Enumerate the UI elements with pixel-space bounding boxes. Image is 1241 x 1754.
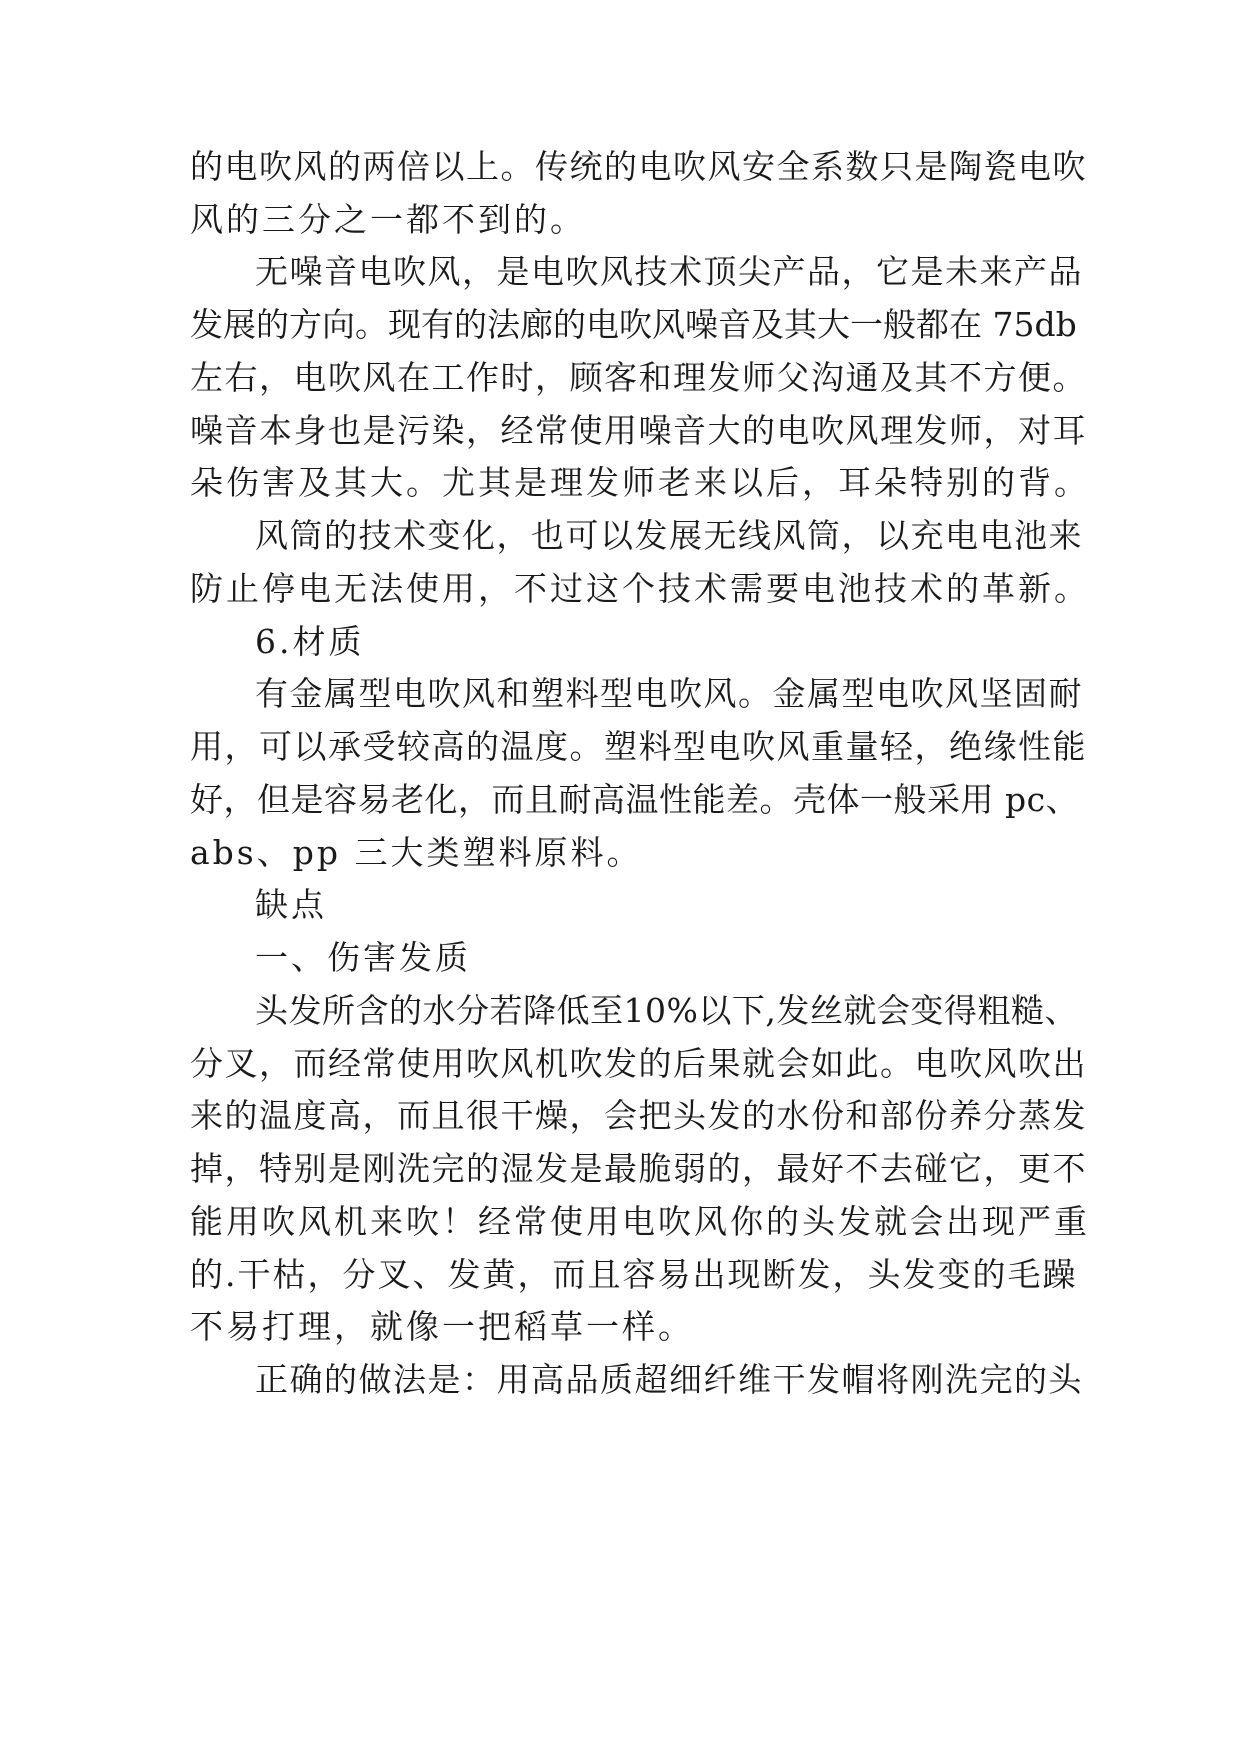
text-line: 分叉，而经常使用吹风机吹发的后果就会如此。电吹风吹出: [190, 1044, 1087, 1083]
text-line: 风的三分之一都不到的。: [190, 200, 586, 239]
text-line: 朵伤害及其大。尤其是理发师老来以后，耳朵特别的背。: [190, 463, 1090, 502]
section-heading: 一、伤害发质: [255, 938, 471, 977]
section-heading: 6.材质: [255, 622, 365, 661]
text-line: abs、pp 三大类塑料原料。: [190, 833, 643, 872]
text-line: 来的温度高，而且很干燥，会把头发的水份和部份养分蒸发: [190, 1096, 1087, 1135]
paragraph-start: 有金属型电吹风和塑料型电吹风。金属型电吹风坚固耐: [255, 674, 1083, 713]
section-heading: 缺点: [255, 885, 327, 924]
text-line: 防止停电无法使用，不过这个技术需要电池技术的革新。: [190, 569, 1090, 608]
text-line: 用，可以承受较高的温度。塑料型电吹风重量轻，绝缘性能: [190, 727, 1087, 766]
text-line: 掉，特别是刚洗完的湿发是最脆弱的，最好不去碰它，更不: [190, 1149, 1087, 1188]
paragraph-start: 正确的做法是：用高品质超细纤维干发帽将刚洗完的头: [255, 1360, 1083, 1399]
text-line: 好，但是容易老化，而且耐高温性能差。壳体一般采用 pc、: [190, 780, 1080, 819]
paragraph-start: 风筒的技术变化，也可以发展无线风筒，以充电电池来: [255, 516, 1083, 555]
paragraph-start: 无噪音电吹风，是电吹风技术顶尖产品，它是未来产品: [255, 252, 1083, 291]
text-line: 不易打理，就像一把稻草一样。: [190, 1307, 694, 1346]
text-line: 的.干枯，分叉、发黄，而且容易出现断发，头发变的毛躁: [190, 1255, 1078, 1294]
paragraph-start: 头发所含的水分若降低至10%以下,发丝就会变得粗糙、: [255, 991, 1078, 1030]
text-line: 能用吹风机来吹！经常使用电吹风你的头发就会出现严重: [190, 1202, 1090, 1241]
text-line: 噪音本身也是污染，经常使用噪音大的电吹风理发师，对耳: [190, 411, 1087, 450]
text-line: 左右，电吹风在工作时，顾客和理发师父沟通及其不方便。: [190, 358, 1087, 397]
text-line: 发展的方向。现有的法廊的电吹风噪音及其大一般都在 75db: [190, 305, 1077, 344]
text-line: 的电吹风的两倍以上。传统的电吹风安全系数只是陶瓷电吹: [190, 147, 1087, 186]
